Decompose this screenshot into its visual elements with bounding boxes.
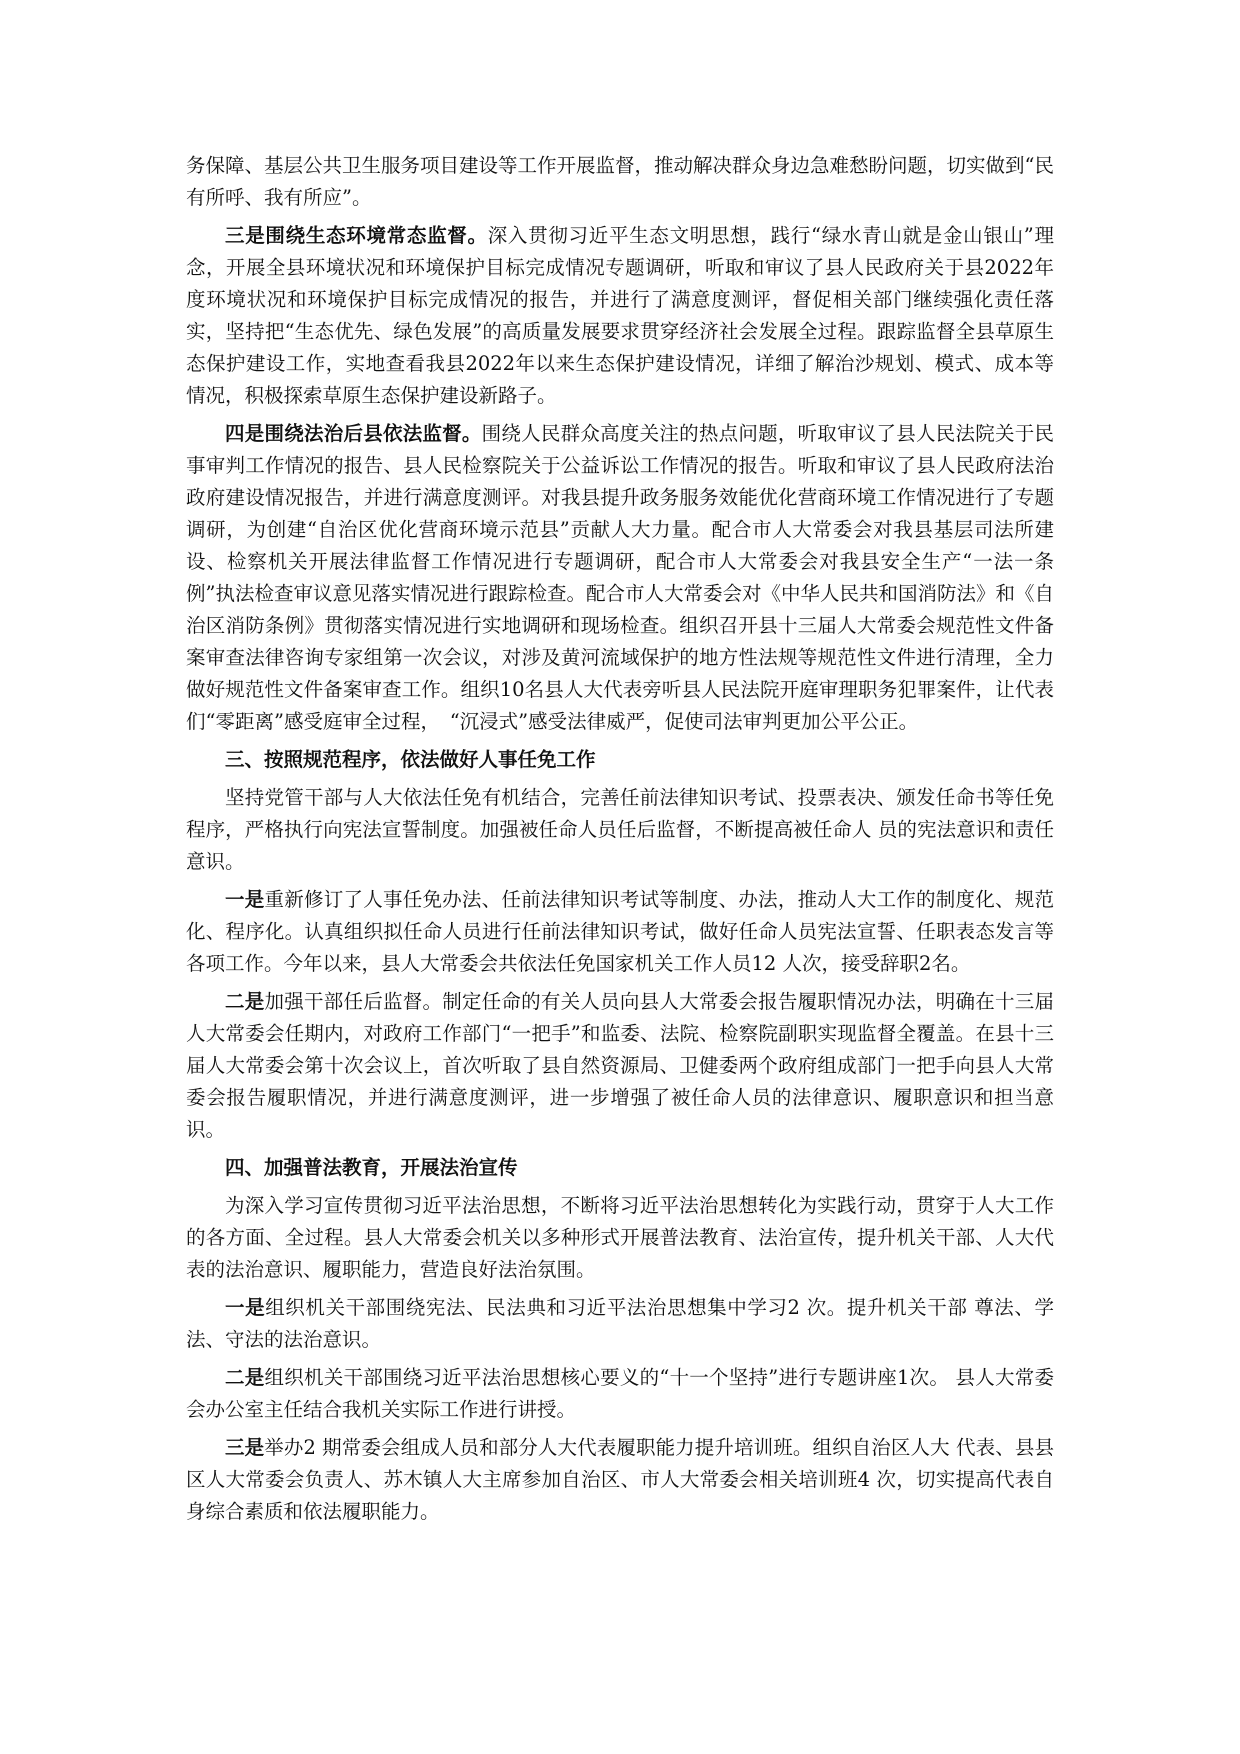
paragraph-education-intro [186,1190,1054,1286]
paragraph-continuation [186,150,1054,214]
paragraph-text: 加强干部任后监督。制定任命的有关人员向县人大常委会报告履职情况办法，明确在十三届人大常委会任期内，对政府工作部门“一把手”和监委、法院、检察院副职实现监督全覆盖。在县十三届人大常委会第十次会议上，首次听取了县自然资源局、卫健委两个政府组成部门一把手向县人大常委会报告履职情况，并进行满意度测评，进一步增强了被任命人员的法律意识、履职意识和担当意识。 [186,990,1054,1141]
paragraph-lead: 二是 [225,1366,265,1389]
paragraph-personnel-two [186,986,1054,1146]
paragraph-lead: 三是 [225,1436,265,1459]
paragraph-lead: 二是 [225,990,265,1013]
paragraph-text: 务保障、基层公共卫生服务项目建设等工作开展监督，推动解决群众身边急难愁盼问题，切实做到“民有所呼、我有所应”。 [186,154,1054,209]
paragraph-text: 举办2 期常委会组成人员和部分人大代表履职能力提升培训班。组织自治区人大 代表、县县区人大常委会负责人、苏木镇人大主席参加自治区、市人大常委会相关培训班4 次，切实提高代表自身综合素质和依法履职能力。 [186,1436,1054,1523]
section-heading-personnel [186,744,1054,776]
section-heading-legal-education [186,1152,1054,1184]
paragraph-education-two [186,1362,1054,1426]
paragraph-text: 为深入学习宣传贯彻习近平法治思想，不断将习近平法治思想转化为实践行动，贯穿于人大工作的各方面、全过程。县人大常委会机关以多种形式开展普法教育、法治宣传，提升机关干部、人大代表的法治意识、履职能力，营造良好法治氛围。 [186,1194,1054,1281]
paragraph-personnel-intro [186,782,1054,878]
paragraph-text: 重新修订了人事任免办法、任前法律知识考试等制度、办法，推动人大工作的制度化、规范化、程序化。认真组织拟任命人员进行任前法律知识考试，做好任命人员宪法宣誓、任职表态发言等各项工作。今年以来，县人大常委会共依法任免国家机关工作人员12 人次，接受辞职2名。 [186,888,1054,975]
heading-text: 三、按照规范程序，依法做好人事任免工作 [225,748,596,771]
paragraph-education-three [186,1432,1054,1528]
paragraph-text: 围绕人民群众高度关注的热点问题，听取审议了县人民法院关于民事审判工作情况的报告、县人民检察院关于公益诉讼工作情况的报告。听取和审议了县人民政府法治政府建设情况报告，并进行满意度测评。对我县提升政务服务效能优化营商环境工作情况进行了专题调研，为创建“自治区优化营商环境示范县”贡献人大力量。配合市人大常委会对我县基层司法所建设、检察机关开展法律监督工作情况进行专题调研，配合市人大常委会对我县安全生产“一法一条例”执法检查审议意见落实情况进行跟踪检查。配合市人大常委会对《中华人民共和国消防法》和《自治区消防条例》贯彻落实情况进行实地调研和现场检查。组织召开县十三届人大常委会规范性文件备案审查法律咨询专家组第一次会议，对涉及黄河流域保护的地方性法规等规范性文件进行清理，全力做好规范性文件备案审查工作。组织10名县人大代表旁听县人民法院开庭审理职务犯罪案件，让代表们“零距离”感受庭审全过程， “沉浸式”感受法律威严，促使司法审判更加公平公正。 [186,422,1054,733]
document-body [186,150,1054,1534]
paragraph-education-one [186,1292,1054,1356]
paragraph-text: 组织机关干部围绕宪法、民法典和习近平法治思想集中学习2 次。提升机关干部 尊法、学法、守法的法治意识。 [186,1296,1054,1351]
paragraph-text: 组织机关干部围绕习近平法治思想核心要义的“十一个坚持”进行专题讲座1次。 县人大常委会办公室主任结合我机关实际工作进行讲授。 [186,1366,1054,1421]
paragraph-text: 坚持党管干部与人大依法任免有机结合，完善任前法律知识考试、投票表决、颁发任命书等任免程序，严格执行向宪法宣誓制度。加强被任命人员任后监督，不断提高被任命人 员的宪法意识和责任意识。 [186,786,1054,873]
paragraph-text: 深入贯彻习近平生态文明思想，践行“绿水青山就是金山银山”理念，开展全县环境状况和环境保护目标完成情况专题调研，听取和审议了县人民政府关于县2022年度环境状况和环境保护目标完成情况的报告，并进行了满意度测评，督促相关部门继续强化责任落实，坚持把“生态优先、绿色发展”的高质量发展要求贯穿经济社会发展全过程。跟踪监督全县草原生态保护建设工作，实地查看我县2022年以来生态保护建设情况，详细了解治沙规划、模式、成本等情况，积极探索草原生态保护建设新路子。 [186,224,1054,407]
paragraph-ecology-supervision [186,220,1054,412]
paragraph-lead: 一是 [225,888,265,911]
paragraph-lead: 一是 [225,1296,266,1319]
paragraph-lead: 四是围绕法治后县依法监督。 [225,422,482,445]
heading-text: 四、加强普法教育，开展法治宣传 [225,1156,518,1179]
paragraph-legal-supervision [186,418,1054,738]
paragraph-lead: 三是围绕生态环境常态监督。 [225,224,488,247]
paragraph-personnel-one [186,884,1054,980]
